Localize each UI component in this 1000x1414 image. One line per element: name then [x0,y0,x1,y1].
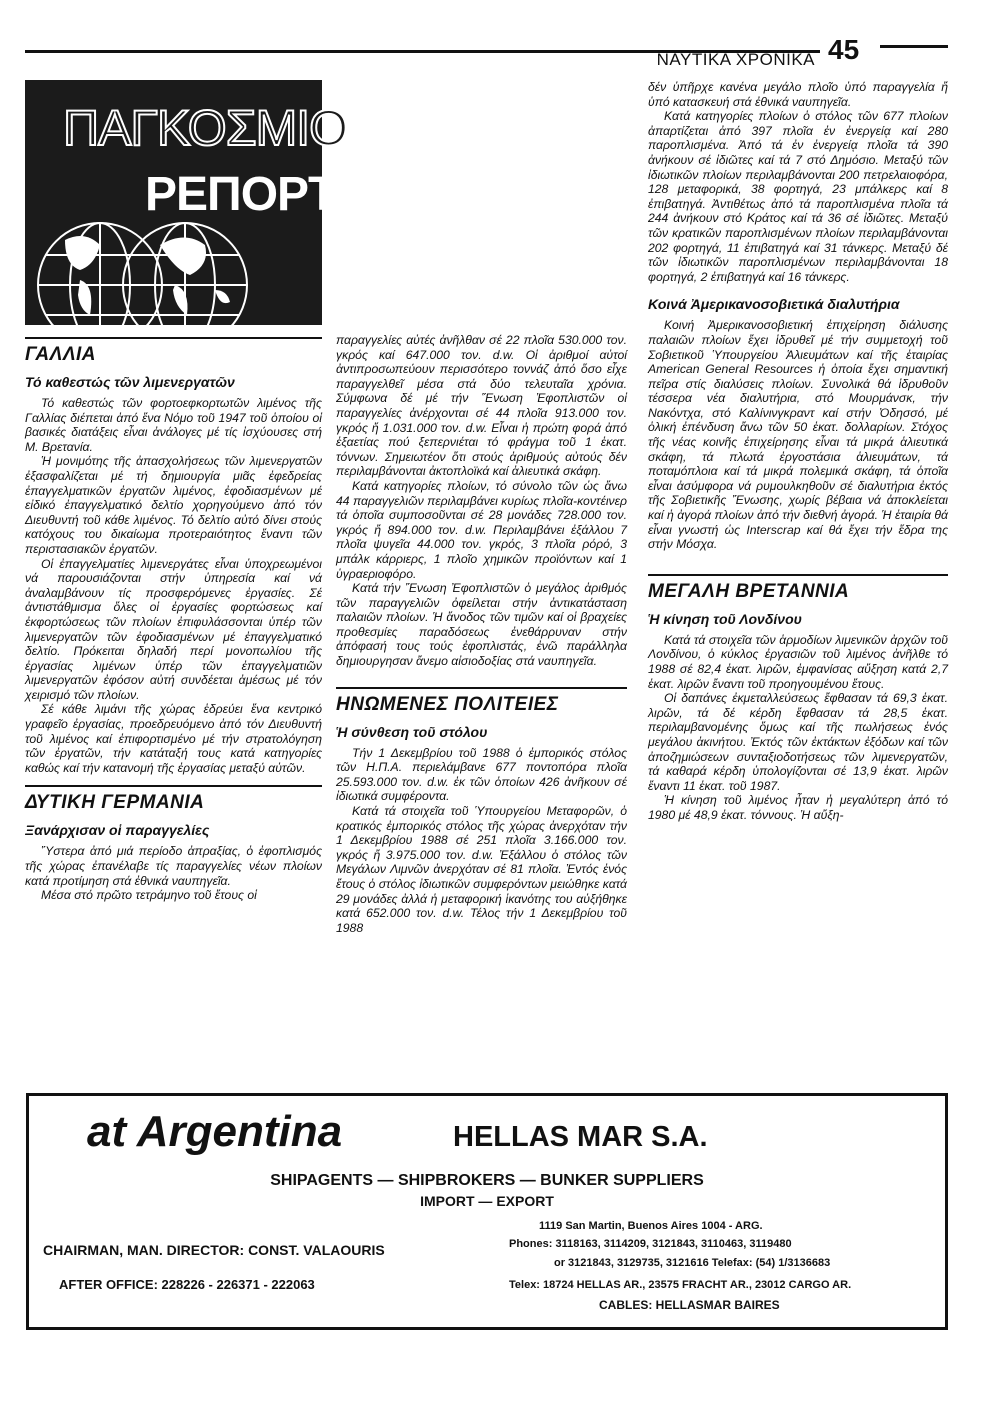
ad-services: SHIPAGENTS — SHIPBROKERS — BUNKER SUPPLIERS [270,1172,704,1189]
paragraph: Οἱ δαπάνες ἐκμεταλλεύσεως ἔφθασαν τά 69,3 ἑκατ. λιρῶν, τά δέ κέρδη ἔφθασαν τά 28,5 ἑκατ. περιλαμβανομένης ὅμως καί τῆς πωλήσεως ἑνός μεγάλου ἀκινήτου. Ἐκτός τῶν ἐκτάκτων ἐξόδων καί τῶν ἀποζημιώσεων συνταξιοδοτήσεως τῶν λιμενεργατῶν, τά καθαρά κέρδη ὑπολογίζονται σέ 13,9 ἑκατ. λιρῶν ἔναντι 11 ἑκατ. τοῦ 1987. [648,691,948,793]
banner-line-1: ΠΑΓΚΟΣΜΙΟ [63,100,348,156]
subtitle-orders: Ξανάρχισαν οἱ παραγγελίες [25,822,210,839]
section-rule [25,785,322,787]
ad-address: 1119 San Martin, Buenos Aires 1004 - ARG. [539,1220,763,1232]
paragraph: Σέ κάθε λιμάνι τῆς χώρας ἑδρεύει ἕνα κεντρικό γραφεῖο ἐργασίας, προεδρευόμενο ἀπό τόν Διευθυντή τοῦ λιμένος καί ἐπιφορτισμένο μέ τήν στρατολόγηση τῶν ἐργατῶν, τήν κατάταξή τους κατά κατηγορίες καθώς καί τήν κατανομή τῆς ἐργασίας μεταξύ αὐτῶν. [25,702,322,775]
paragraph: Κατά τήν Ἕνωση Ἐφοπλιστῶν ὁ μεγάλος ἀριθμός τῶν παραγγελιῶν ὀφείλεται στήν ἀντικατάσταση παλαιῶν πλοίων. Ἡ ἄνοδος τῶν τιμῶν καί οἱ βραχείες προθεσμίες παραδόσεως ἐνεθάρρυναν στήν ἀπόφασή τους τούς ἐφοπλιστάς, ἐνῶ παράλληλα δημιουργησαν ἄνεμο αἰσιοδοξίας στά ναυπηγεῖα. [336,581,627,669]
advertisement [26,1093,948,1330]
subtitle-london: Ἡ κίνηση τοῦ Λονδίνου [648,610,802,627]
subtitle-fleet: Ἡ σύνθεση τοῦ στόλου [336,723,488,740]
ad-company-name: HELLAS MAR S.A. [453,1121,708,1153]
paragraph: Τήν 1 Δεκεμβρίου τοῦ 1988 ὁ ἐμπορικός στόλος τῶν Η.Π.Α. περιελάμβανε 677 ποντοπόρα πλοῖα 25.593.000 τον. d.w. ἐκ τῶν ὁποίων 426 ἀνῆκουν σέ ἰδιωτικά συμφέροντα. [336,745,627,804]
ad-chairman: CHAIRMAN, MAN. DIRECTOR: CONST. VALAOURIS [43,1242,385,1258]
paragraph: Κοινή Ἀμερικανοσοβιετική ἐπιχείρηση διάλυσης παλαιῶν πλοίων ἔχει ἱδρυθεῖ μέ τήν συμμετοχή τοῦ Σοβιετικοῦ Ὑπουργείου Ἁλιευμάτων καί τῆς ἑταιρίας American General Resources ἡ ὁποία ἔχει σημαντική πεῖρα στίς διαλύσεις πλοίων. Συνολικά θά ἱδρυθοῦν τέσσερα νέα διαλυτήρια, στό Μουρμάνσκ, τήν Νακόντχα, στό Καλίνινγκραντ καί στήν Ὀδησσό, μέ ὁλική ἐπένδυση ἄνω τῶν 50 ἑκατ. δολλαρίων. Στόχος τῆς νέας κοινῆς ἐπιχείρησης εἶναι τά μικρά ἁλιευτικά σκάφη, τά πλωτά ἐργοστάσια ἁλιευμάτων, τά ποταμόπλοια καί τά μικρά πολεμικά σκάφη, τά ὁποῖα εἶναι ἀσύμφορα νά ρυμουλκηθοῦν σέ διαλυτήρια ἐκτός τῆς Σοβιετικῆς Ἕνωσης, χωρίς βέβαια νά ἀποκλείεται καί ἡ ἀγορά πλοίων ἀπό τήν διεθνή ἀγορά. Ἡ ἑταιρία θά εἶναι γνωστή ὡς Interscrap καί θά ἔχει τήν ἕδρα της στήν Μόσχα. [648,318,948,552]
ad-telex: Telex: 18724 HELLAS AR., 23575 FRACHT AR., 23012 CARGO AR. [509,1279,852,1291]
paragraph: Ἡ μονιμότης τῆς ἀπασχολήσεως τῶν λιμενεργατῶν ἐξασφαλίζεται μέ τή δημιουργία μιᾶς ἐφεδρείας ἐπαγγελματικῶν ἐργατῶν λιμένος, ἐφοδιασμένων μέ εἰδικό ἐπαγγελματικό δελτίο χορηγούμενο ἀπό τόν Διευθυντή τοῦ κάθε λιμένος. Τό δελτίο αὐτό δίνει στούς κατόχους του δικαίωμα προτεραιότητος ἔναντι τῶν περιστασιακῶν ἐργατῶν. [25,454,322,556]
paragraph: Κατά τά στοιχεῖα τοῦ Ὑπουργείου Μεταφορῶν, ὁ κρατικός ἐμπορικός στόλος τῆς χώρας ἀνερχόταν τήν 1 Δεκεμβρίου 1988 σέ 251 πλοῖα 3.166.000 τον. γκρός ἤ 3.975.000 τον. d.w. Ἐξάλλου ὁ στόλος τῶν Μεγάλων Λιμνῶν ἀνερχόταν σέ 81 πλοῖα. Ἐντός ἑνός ἔτους ὁ στόλος ἰδιωτικῶν συμφερόντων μειώθηκε κατά 29 μονάδες ἀλλά ἡ μεταφορική ἱκανότης του αὐξήθηκε κατά 652.000 τον. d.w. Τέλος τήν 1 Δεκεμβρίου τοῦ 1988 [336,804,627,935]
banner [25,80,395,325]
ad-phones-1: Phones: 3118163, 3114209, 3121843, 3110463, 3119480 [509,1238,792,1250]
ad-phones-2: or 3121843, 3129735, 3121616 Telefax: (54) 1/3136683 [554,1257,831,1269]
paragraph: Τό καθεστώς τῶν φορτοεφκορτωτῶν λιμένος τῆς Γαλλίας διέπεται ἀπό ἕνα Νόμο τοῦ 1947 τοῦ ὁποίου οἱ βασικές διατάξεις εἶναι ἀνάλογες μέ τίς ἰσχύουσες στή Μ. Βρετανία. [25,396,322,454]
paragraph: Κατά κατηγορίες πλοίων, τό σύνολο τῶν ὡς ἄνω 44 παραγγελιῶν περιλαμβάνει κυρίως πλοῖα-κοντέινερ τά ὁποῖα συμποσοῦνται σέ 28 μονάδες 728.000 τον. γκρός ἤ 894.000 τον. d.w. Περιλαμβάνει ἐξάλλου 7 πλοῖα ψυγεῖα 44.000 τον. γκρός, 3 πλοῖα ρόρό, 3 μπάλκ κάρριερς, 1 πλοῖο χημικῶν προϊόντων καί 1 ὑγραεριοφόρο. [336,478,627,581]
subtitle-dockworkers: Τό καθεστώς τῶν λιμενεργατῶν [25,374,235,390]
section-title-britain: ΜΕΓΑΛΗ ΒΡΕΤΑΝΝΙΑ [648,580,850,602]
paragraph: Μέσα στό πρῶτο τετράμηνο τοῦ ἔτους οἱ [41,888,257,903]
subtitle-soviet-scrapyards: Κοινά Ἀμερικανοσοβιετικά διαλυτήρια [648,296,900,313]
section-rule [336,687,627,689]
banner-line-2: ΡΕΠΟΡΤΑΖ [145,168,395,221]
paragraph: Κατά τά στοιχεῖα τῶν ἁρμοδίων λιμενικῶν ἀρχῶν τοῦ Λονδίνου, ὁ κύκλος ἐργασιῶν τοῦ λιμένος ἀνῆλθε τό 1988 σέ 82,4 ἑκατ. λιρῶν, ἐμφανίσας αὔξηση κατά 2,7 ἑκατ. λιρῶν ἔναντι τοῦ προηγουμένου ἔτους. [648,632,948,691]
section-rule [648,574,948,576]
page-number: 45 [828,34,860,65]
middle-column [336,333,627,935]
right-column [648,80,948,823]
paragraph: παραγγελίες αὐτές ἀνῆλθαν σέ 22 πλοῖα 530.000 τον. γκρός καί 647.000 τον. d.w. Οἱ ἀριθμοί αὐτοί ἀντιπροσωπεύουν περισσότερο τοννάζ ἀπό ὅσο εἶχε παραγγελθεῖ μέσα στά δύο τελευταῖα χρόνια. Σύμφωνα δέ μέ τήν Ἕνωση Ἐφοπλιστῶν οἱ παραγγελίες ἀνέρχονται σέ 44 πλοῖα 913.000 τον. γκρός ἤ 1.031.000 τον. d.w. Εἶναι ἡ πρώτη φορά ἀπό ἑξαετίας πού ξεπερνιέται τό φράγμα τοῦ 1 ἑκατ. τόννων. Σημειωτέον ὅτι στούς ἀριθμούς αὐτούς δέν περιλαμβάνονται ἀκτοπλοϊκά καί ἁλιευτικά σκάφη. [336,333,627,479]
section-title-france: ΓΑΛΛΙΑ [25,344,97,365]
ad-after-office: AFTER OFFICE: 228226 - 226371 - 222063 [59,1277,315,1292]
publication-name: ΝΑΥΤΙΚΑ ΧΡΟΝΙΚΑ [656,50,815,69]
ad-cables: CABLES: HELLASMAR BAIRES [599,1298,780,1312]
section-title-usa: ΗΝΩΜΕΝΕΣ ΠΟΛΙΤΕΙΕΣ [336,693,559,715]
section-rule [25,337,322,339]
paragraph: Ὕστερα ἀπό μιά περίοδο ἀπραξίας, ὁ ἐφοπλισμός τῆς χώρας ἐπανέλαβε τίς παραγγελίες νέων πλοίων κατά προτίμηση στά ἐθνικά ναυπηγεῖα. [25,844,322,888]
ad-trade: IMPORT — EXPORT [420,1193,554,1209]
section-title-germany: ΔΥΤΙΚΗ ΓΕΡΜΑΝΙΑ [25,792,205,814]
left-column [25,337,322,903]
paragraph: Οἱ ἐπαγγελματίες λιμενεργάτες εἶναι ὑποχρεωμένοι νά παρουσιάζονται στήν ὑπηρεσία καί νά ἀναλαμβάνουν τίς προσφερόμενες ἐργασίες. Σέ ἀντιστάθμισμα ὅλες οἱ ἐργασίες φορτώσεως καί ἐκφορτώσεως τῶν πλοίων ἐπιφυλάσσονται ὑπέρ τῶν λιμενεργατῶν τῶν ἐφοδιασμένων μέ ἐπαγγελματικό δελτίο. Πρόκειται δηλαδή περί μονοπωλίου τῆς ἐργασίας λιμένων ὑπέρ τῶν ἐπαγγελματιῶν λιμενεργατῶν ἐφόσον αὐτή συνδέεται ἀμέσως μέ τόν χειρισμό τῶν πλοίων. [25,556,322,702]
paragraph: δέν ὑπῆρχε κανένα μεγάλο πλοῖο ὑπό παραγγελία ἤ ὑπό κατασκευή στά ἐθνικά ναυπηγεῖα. [648,80,948,109]
paragraph: Κατά κατηγορίες πλοίων ὁ στόλος τῶν 677 πλοίων ἀπαρτίζεται ἀπό 397 πλοῖα ἐν ἐνεργείᾳ καί 280 παροπλισμένα. Ἀπό τά ἐν ἐνεργείᾳ πλοῖα τά 390 ἀνήκουν σέ ἰδιῶτες καί τά 7 στό Δημόσιο. Μεταξύ τῶν ἰδιωτικῶν πλοίων περιλαμβάνονται 200 πετρελαιοφόρα, 128 μεταφορικά, 38 φορτηγά, 23 μπάλκερς καί 8 ἐπιβατηγά. Ἀντιθέτως ἀπό τά παροπλισμένα πλοῖα τά 244 ἀνήκουν στό Κράτος καί τά 36 σέ ἰδιῶτες. Μεταξύ τῶν κρατικῶν παροπλισμένων πλοίων περιλαμβάνονται 202 φορτηγά, 11 ἐπιβατηγά καί 31 τάνκερς. Μεταξύ δέ τῶν ἰδιωτικῶν παροπλισμένων περιλαμβάνονται 18 φορτηγά, 2 ἐπιβατηγά καί 16 τάνκερς. [648,109,948,284]
ad-slogan: at Argentina [87,1107,343,1156]
header-rule-right [880,45,948,48]
paragraph: Ἡ κίνηση τοῦ λιμένος ἦταν ἡ μεγαλύτερη ἀπό τό 1980 μέ 48,9 ἑκατ. τόννους. Ἡ αὔξη- [648,793,948,822]
